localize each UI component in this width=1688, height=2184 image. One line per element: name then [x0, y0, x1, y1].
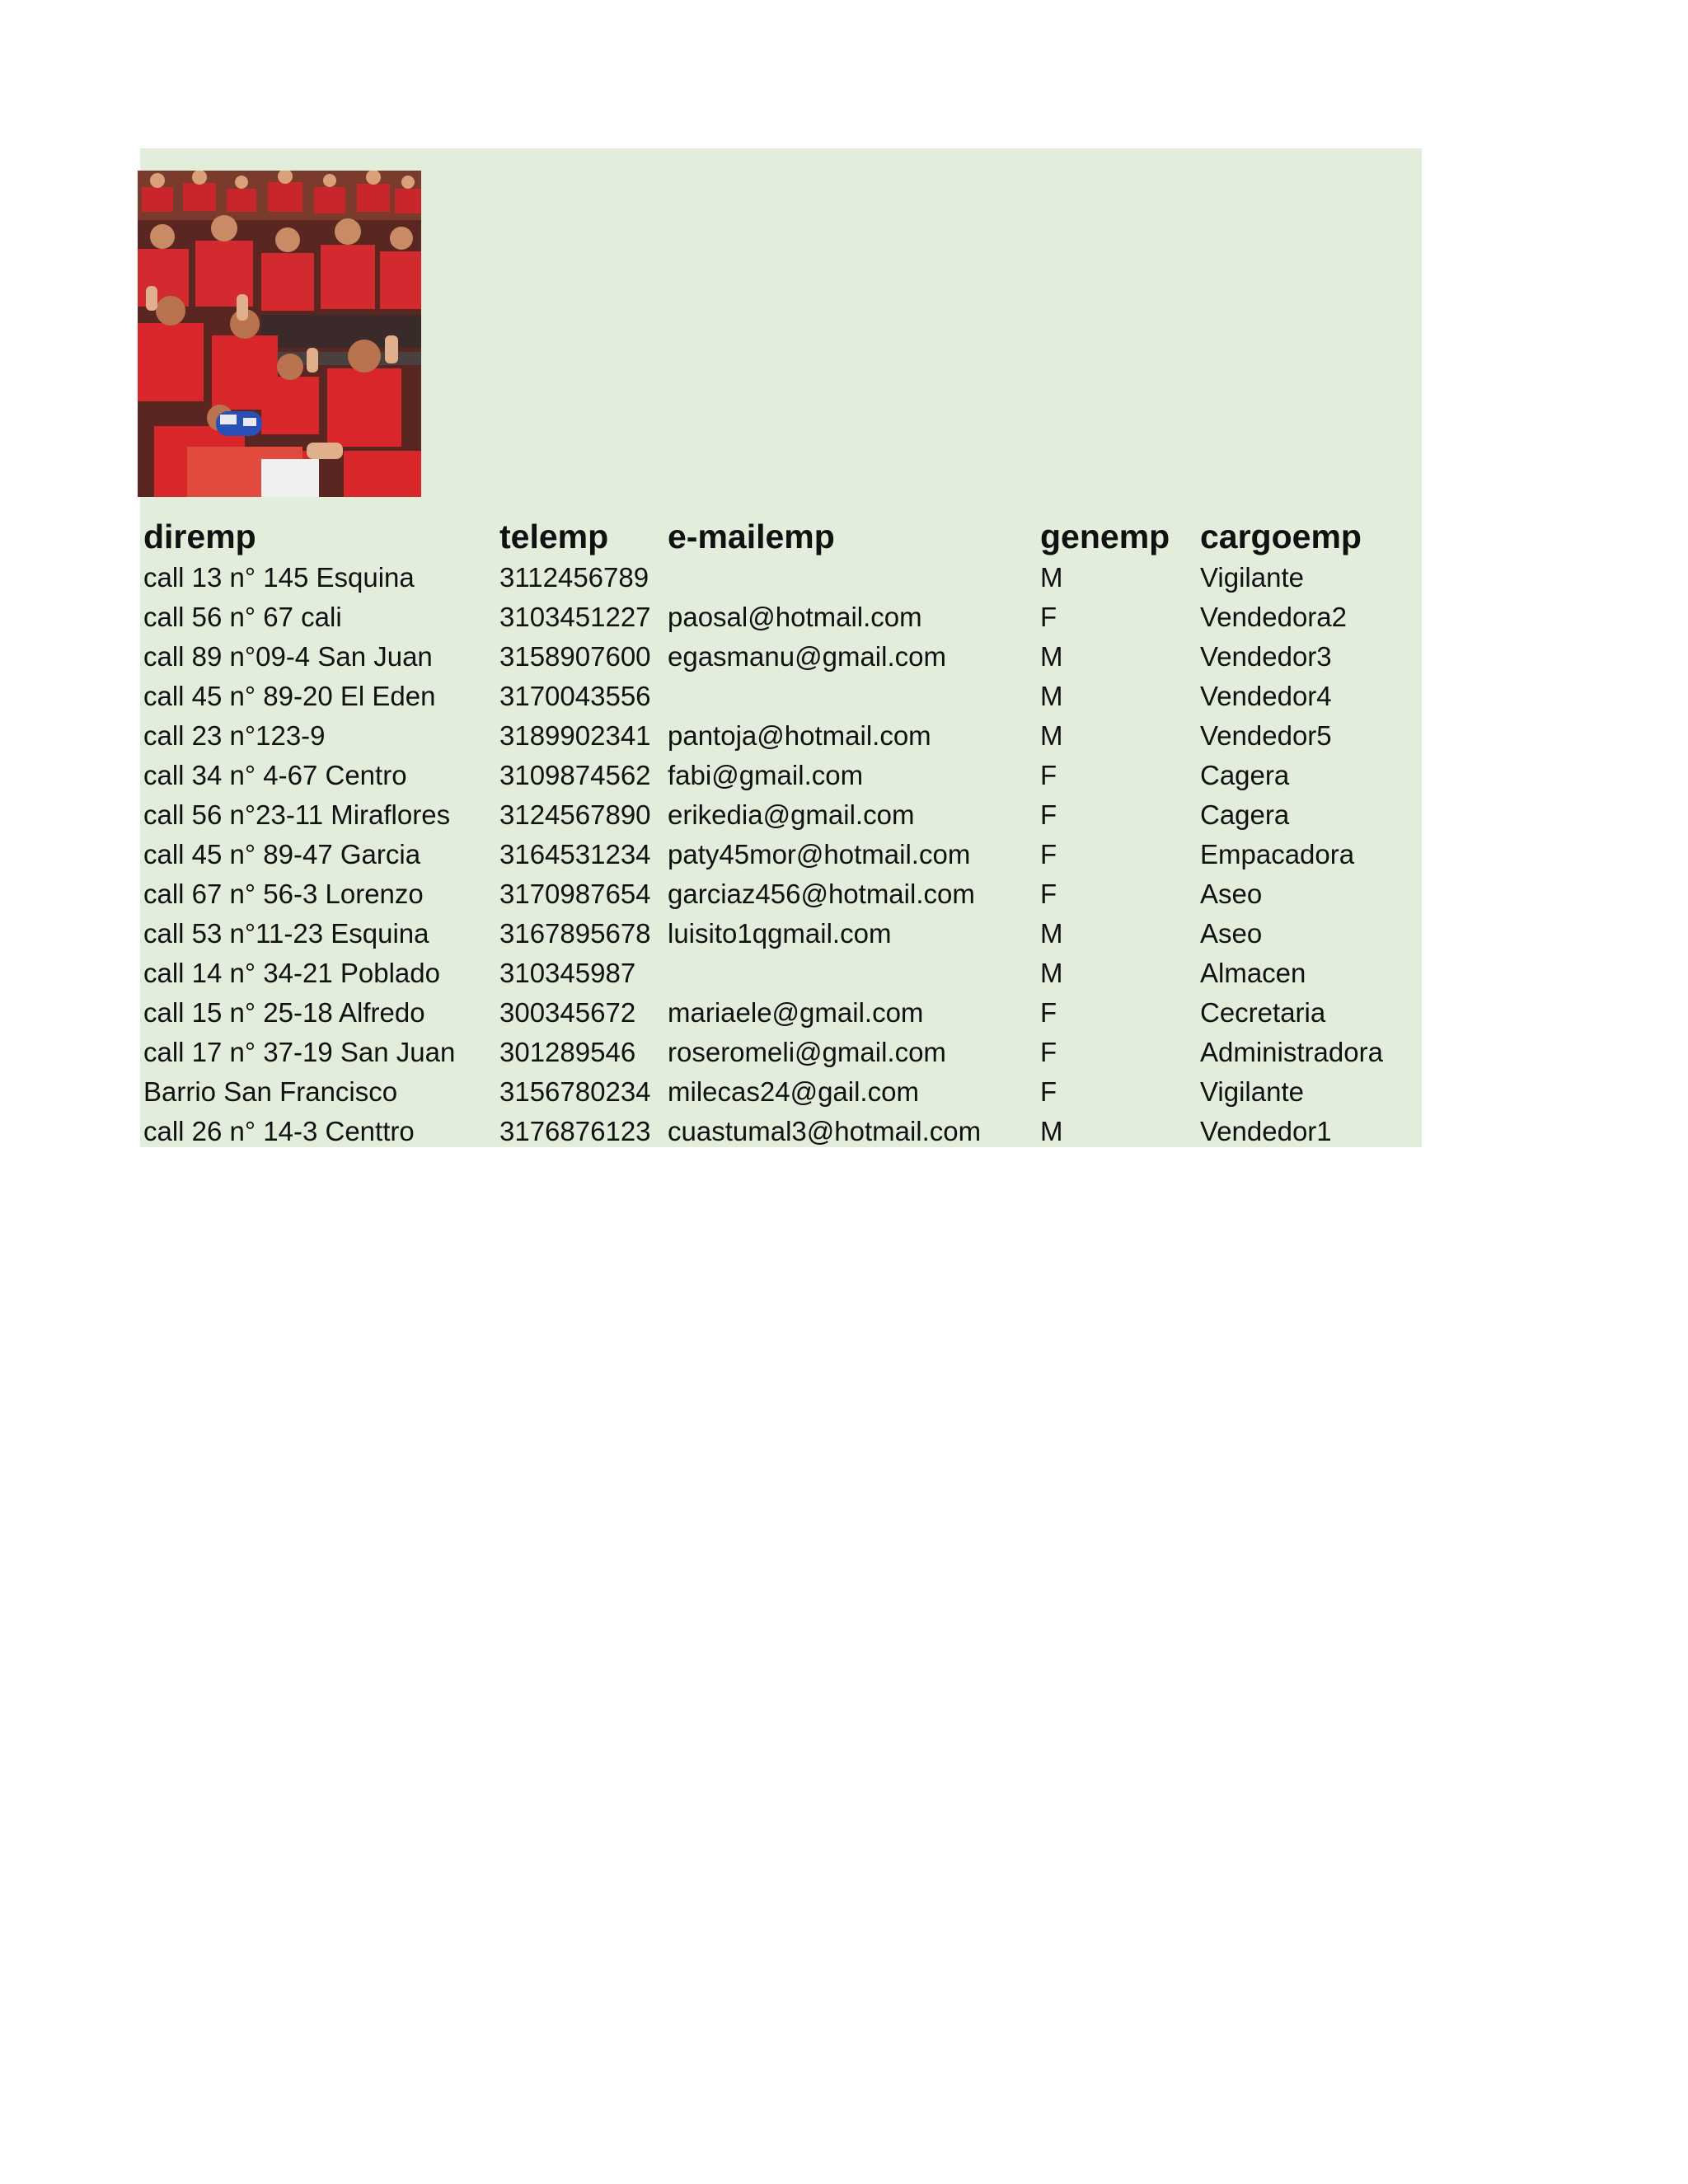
cell-emailemp[interactable] [664, 677, 1037, 716]
table-row [140, 954, 1422, 993]
cell-genemp[interactable]: F [1040, 997, 1057, 1028]
cell-genemp[interactable]: F [1040, 1037, 1057, 1067]
header-emailemp[interactable]: e-mailemp [668, 518, 835, 555]
cell-cargoemp[interactable]: Vigilante [1200, 1076, 1304, 1107]
cell-emailemp[interactable]: roseromeli@gmail.com [668, 1037, 946, 1067]
cell-cargoemp[interactable]: Almacen [1200, 958, 1306, 988]
cell-telemp[interactable]: 3158907600 [499, 641, 651, 672]
cell-diremp[interactable]: call 56 n° 67 cali [143, 602, 342, 632]
cell-emailemp[interactable]: paty45mor@hotmail.com [668, 839, 971, 869]
cell-genemp[interactable]: M [1040, 681, 1063, 711]
cell-genemp[interactable]: F [1040, 760, 1057, 790]
header-genemp[interactable]: genemp [1040, 518, 1170, 555]
cell-telemp[interactable]: 3164531234 [499, 839, 651, 869]
table-row [140, 756, 1422, 795]
cell-cargoemp[interactable]: Vendedor5 [1200, 720, 1332, 751]
cell-telemp[interactable]: 3167895678 [499, 918, 651, 949]
cell-emailemp[interactable]: garciaz456@hotmail.com [668, 879, 975, 909]
table-row [140, 874, 1422, 914]
header-diremp[interactable]: diremp [143, 518, 256, 555]
table-row [140, 795, 1422, 835]
cell-diremp[interactable]: call 45 n° 89-20 El Eden [143, 681, 436, 711]
table-row [140, 677, 1422, 716]
cell-emailemp[interactable]: egasmanu@gmail.com [668, 641, 946, 672]
cell-cargoemp[interactable]: Cecretaria [1200, 997, 1326, 1028]
cell-telemp[interactable]: 3112456789 [499, 562, 649, 593]
cell-telemp[interactable]: 300345672 [499, 997, 636, 1028]
cell-emailemp[interactable]: pantoja@hotmail.com [668, 720, 931, 751]
table-row [140, 558, 1422, 598]
cell-diremp[interactable]: call 15 n° 25-18 Alfredo [143, 997, 425, 1028]
cell-cargoemp[interactable]: Aseo [1200, 918, 1263, 949]
cell-genemp[interactable]: F [1040, 839, 1057, 869]
cell-emailemp[interactable] [664, 954, 1037, 993]
cell-cargoemp[interactable]: Vendedor3 [1200, 641, 1332, 672]
cell-diremp[interactable]: call 45 n° 89-47 Garcia [143, 839, 421, 869]
cell-emailemp[interactable]: cuastumal3@hotmail.com [668, 1116, 982, 1146]
cell-diremp[interactable]: call 67 n° 56-3 Lorenzo [143, 879, 424, 909]
table-row [140, 993, 1422, 1033]
table-row [140, 598, 1422, 637]
cell-telemp[interactable]: 3189902341 [499, 720, 651, 751]
cell-diremp[interactable]: call 89 n°09-4 San Juan [143, 641, 433, 672]
cell-cargoemp[interactable]: Vendedor1 [1200, 1116, 1332, 1146]
cell-emailemp[interactable]: mariaele@gmail.com [668, 997, 924, 1028]
crowd-photo [138, 171, 421, 497]
cell-emailemp[interactable] [664, 558, 1037, 598]
cell-genemp[interactable]: F [1040, 1076, 1057, 1107]
header-cargoemp[interactable]: cargoemp [1200, 518, 1362, 555]
cell-genemp[interactable]: F [1040, 799, 1057, 830]
cell-cargoemp[interactable]: Vigilante [1200, 562, 1304, 593]
cell-diremp[interactable]: call 23 n°123-9 [143, 720, 326, 751]
cell-diremp[interactable]: call 14 n° 34-21 Poblado [143, 958, 440, 988]
cell-diremp[interactable]: call 13 n° 145 Esquina [143, 562, 415, 593]
cell-cargoemp[interactable]: Empacadora [1200, 839, 1355, 869]
cell-genemp[interactable]: M [1040, 562, 1063, 593]
cell-cargoemp[interactable]: Vendedor4 [1200, 681, 1332, 711]
cell-genemp[interactable]: M [1040, 958, 1063, 988]
table-row [140, 1112, 1422, 1151]
cell-emailemp[interactable]: fabi@gmail.com [668, 760, 864, 790]
cell-cargoemp[interactable]: Administradora [1200, 1037, 1383, 1067]
table-row [140, 716, 1422, 756]
table-row [140, 1072, 1422, 1112]
cell-telemp[interactable]: 3176876123 [499, 1116, 651, 1146]
cell-diremp[interactable]: call 17 n° 37-19 San Juan [143, 1037, 456, 1067]
cell-diremp[interactable]: call 34 n° 4-67 Centro [143, 760, 407, 790]
cell-emailemp[interactable]: erikedia@gmail.com [668, 799, 915, 830]
cell-emailemp[interactable]: paosal@hotmail.com [668, 602, 922, 632]
cell-diremp[interactable]: Barrio San Francisco [143, 1076, 398, 1107]
cell-genemp[interactable]: F [1040, 879, 1057, 909]
cell-genemp[interactable]: M [1040, 641, 1063, 672]
cell-telemp[interactable]: 3170987654 [499, 879, 651, 909]
table-row [140, 637, 1422, 677]
cell-telemp[interactable]: 3109874562 [499, 760, 651, 790]
table-row [140, 914, 1422, 954]
cell-telemp[interactable]: 3103451227 [499, 602, 651, 632]
employee-table [140, 499, 1422, 1151]
cell-genemp[interactable]: M [1040, 1116, 1063, 1146]
cell-telemp[interactable]: 310345987 [499, 958, 636, 988]
cell-cargoemp[interactable]: Vendedora2 [1200, 602, 1348, 632]
cell-telemp[interactable]: 3170043556 [499, 681, 651, 711]
cell-cargoemp[interactable]: Cagera [1200, 799, 1290, 830]
table-row [140, 1033, 1422, 1072]
cell-telemp[interactable]: 301289546 [499, 1037, 636, 1067]
cell-genemp[interactable]: M [1040, 918, 1063, 949]
cell-cargoemp[interactable]: Aseo [1200, 879, 1263, 909]
cell-genemp[interactable]: M [1040, 720, 1063, 751]
cell-genemp[interactable]: F [1040, 602, 1057, 632]
cell-diremp[interactable]: call 56 n°23-11 Miraflores [143, 799, 451, 830]
table-row [140, 835, 1422, 874]
cell-emailemp[interactable]: luisito1qgmail.com [668, 918, 892, 949]
cell-telemp[interactable]: 3156780234 [499, 1076, 651, 1107]
header-row [140, 499, 1422, 558]
cell-emailemp[interactable]: milecas24@gail.com [668, 1076, 919, 1107]
cell-cargoemp[interactable]: Cagera [1200, 760, 1290, 790]
cell-diremp[interactable]: call 53 n°11-23 Esquina [143, 918, 429, 949]
cell-telemp[interactable]: 3124567890 [499, 799, 651, 830]
header-telemp[interactable]: telemp [499, 518, 609, 555]
cell-diremp[interactable]: call 26 n° 14-3 Centtro [143, 1116, 415, 1146]
